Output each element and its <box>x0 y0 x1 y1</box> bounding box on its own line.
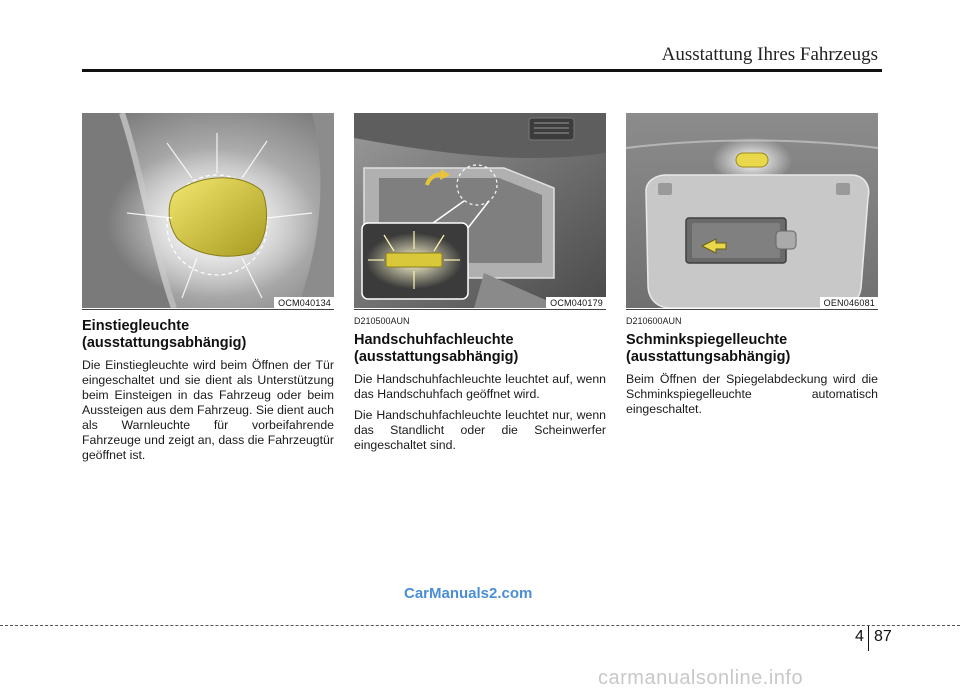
figure-glove-box-light <box>354 113 606 308</box>
figure-entry-light <box>82 113 334 308</box>
watermark-link[interactable]: CarManuals2.com <box>404 585 533 602</box>
section-entry-light <box>82 113 334 463</box>
page-number-separator <box>868 626 869 651</box>
section-code: D210500AUN <box>354 316 410 326</box>
section-glove-box-light <box>354 113 606 453</box>
figure-code: OEN046081 <box>820 297 878 308</box>
page-header-title: Ausstattung Ihres Fahrzeugs <box>661 44 878 65</box>
glove-box-illustration <box>354 113 606 308</box>
section-paragraph: Die Handschuhfachleuchte leuchtet auf, wenn das Handschuhfach geöffnet wird. <box>354 372 606 401</box>
figure-rule <box>354 309 606 310</box>
section-heading: Schminkspiegelleuchte (ausstattungsabhängig) <box>626 332 791 365</box>
section-code: D210600AUN <box>626 316 682 326</box>
section-vanity-mirror-light <box>626 113 878 417</box>
footer-dashed-rule <box>0 625 960 626</box>
figure-rule <box>82 309 334 310</box>
figure-rule <box>626 309 878 310</box>
section-paragraph: Die Einstiegleuchte wird beim Öffnen der Tür eingeschaltet und sie dient als Unterstützung beim Einsteigen in das Fahrzeug oder beim Aussteigen aus dem Fahrzeug. Sie dient auch als Warnleuchte für vorbeifahrende Fahrzeuge und zeigt an, dass die Fahrzeugtür geöffnet ist. <box>82 358 334 462</box>
section-heading: Einstiegleuchte (ausstattungsabhängig) <box>82 318 247 351</box>
figure-vanity-mirror-light <box>626 113 878 308</box>
header-rule <box>82 69 882 72</box>
section-paragraph: Beim Öffnen der Spiegelabdeckung wird die Schminkspiegelleuchte automatisch eingeschaltet. <box>626 372 878 416</box>
section-paragraph: Die Handschuhfachleuchte leuchtet nur, wenn das Standlicht oder die Scheinwerfer eingeschaltet sind. <box>354 408 606 452</box>
entry-light-illustration <box>82 113 334 308</box>
page-number: 87 <box>874 628 892 645</box>
chapter-number: 4 <box>855 628 864 645</box>
figure-code: OCM040179 <box>546 297 606 308</box>
figure-code: OCM040134 <box>274 297 334 308</box>
site-watermark: carmanualsonline.info <box>598 667 804 689</box>
section-heading: Handschuhfachleuchte (ausstattungsabhängig) <box>354 332 519 365</box>
vanity-mirror-illustration <box>626 113 878 308</box>
